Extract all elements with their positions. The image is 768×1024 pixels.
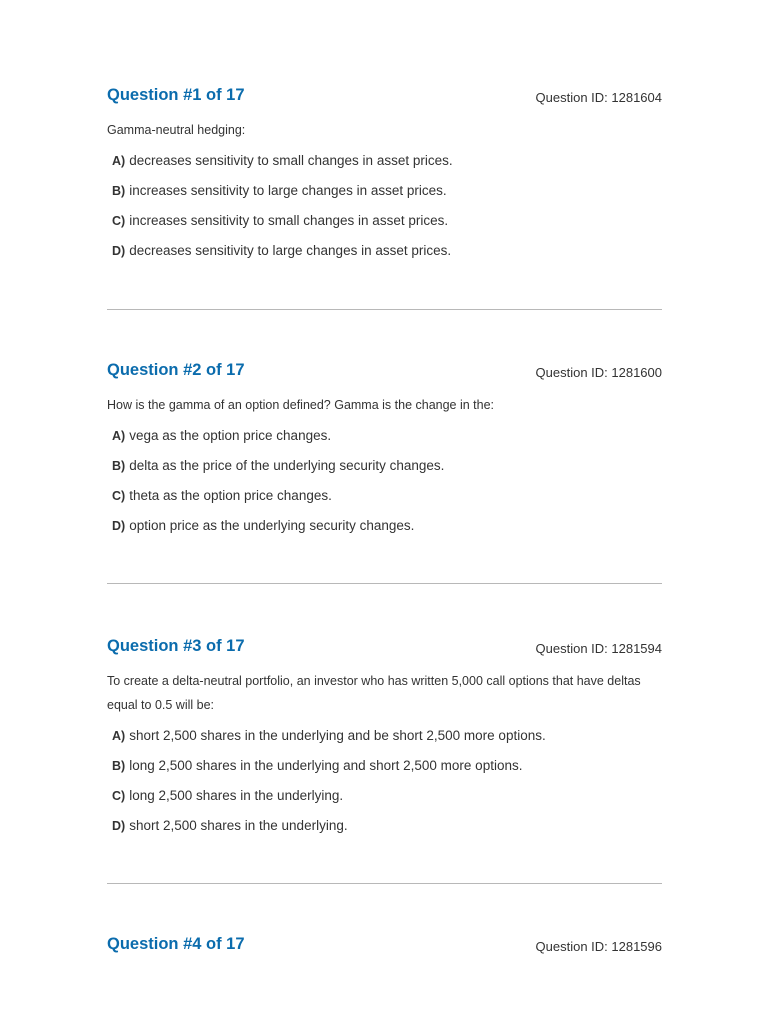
answer-option-c[interactable] xyxy=(107,481,662,511)
question-header xyxy=(107,361,662,391)
option-text: vega as the option price changes. xyxy=(129,428,332,443)
question-title: Question #1 of 17 xyxy=(107,86,245,104)
option-text: long 2,500 shares in the underlying. xyxy=(129,788,344,803)
question-title: Question #4 of 17 xyxy=(107,935,245,953)
option-text: short 2,500 shares in the underlying and be short 2,500 more options. xyxy=(129,728,546,743)
answer-options xyxy=(107,721,662,841)
answer-options xyxy=(107,146,662,266)
option-letter: B) xyxy=(112,184,126,198)
answer-option-b[interactable] xyxy=(107,451,662,481)
option-text: decreases sensitivity to small changes in asset prices. xyxy=(129,153,453,168)
option-text: delta as the price of the underlying security changes. xyxy=(129,458,445,473)
answer-option-d[interactable] xyxy=(107,236,662,266)
option-text: increases sensitivity to small changes in asset prices. xyxy=(129,213,449,228)
option-text: increases sensitivity to large changes in asset prices. xyxy=(129,183,447,198)
option-text: decreases sensitivity to large changes in asset prices. xyxy=(129,243,452,258)
option-letter: D) xyxy=(112,519,126,533)
answer-option-b[interactable] xyxy=(107,751,662,781)
answer-option-a[interactable] xyxy=(107,421,662,451)
answer-option-a[interactable] xyxy=(107,721,662,751)
option-letter: A) xyxy=(112,429,126,443)
question-divider xyxy=(107,883,662,884)
question-divider xyxy=(107,583,662,584)
question-stem: How is the gamma of an option defined? Gamma is the change in the: xyxy=(107,398,495,412)
answer-options xyxy=(107,421,662,541)
option-letter: D) xyxy=(112,819,126,833)
answer-option-c[interactable] xyxy=(107,206,662,236)
option-letter: C) xyxy=(112,789,126,803)
question-block xyxy=(107,637,662,841)
option-text: theta as the option price changes. xyxy=(129,488,332,503)
question-block xyxy=(107,935,662,965)
option-letter: A) xyxy=(112,729,126,743)
answer-option-c[interactable] xyxy=(107,781,662,811)
question-id: Question ID: 1281594 xyxy=(535,641,662,656)
question-title: Question #3 of 17 xyxy=(107,637,245,655)
answer-option-d[interactable] xyxy=(107,511,662,541)
question-id: Question ID: 1281604 xyxy=(535,90,662,105)
question-header xyxy=(107,86,662,116)
question-id: Question ID: 1281596 xyxy=(535,939,662,954)
option-letter: A) xyxy=(112,154,126,168)
question-header xyxy=(107,637,662,667)
option-text: option price as the underlying security changes. xyxy=(129,518,415,533)
option-text: long 2,500 shares in the underlying and short 2,500 more options. xyxy=(129,758,523,773)
question-block xyxy=(107,86,662,266)
question-divider xyxy=(107,309,662,310)
option-letter: B) xyxy=(112,759,126,773)
question-stem: Gamma-neutral hedging: xyxy=(107,123,246,137)
answer-option-b[interactable] xyxy=(107,176,662,206)
option-text: short 2,500 shares in the underlying. xyxy=(129,818,348,833)
option-letter: B) xyxy=(112,459,126,473)
question-title: Question #2 of 17 xyxy=(107,361,245,379)
question-stem: To create a delta-neutral portfolio, an investor who has written 5,000 call options that have deltas equal to 0.5 will be: xyxy=(107,674,641,712)
answer-option-a[interactable] xyxy=(107,146,662,176)
option-letter: C) xyxy=(112,489,126,503)
question-header xyxy=(107,935,662,965)
question-block xyxy=(107,361,662,541)
question-id: Question ID: 1281600 xyxy=(535,365,662,380)
answer-option-d[interactable] xyxy=(107,811,662,841)
option-letter: C) xyxy=(112,214,126,228)
option-letter: D) xyxy=(112,244,126,258)
